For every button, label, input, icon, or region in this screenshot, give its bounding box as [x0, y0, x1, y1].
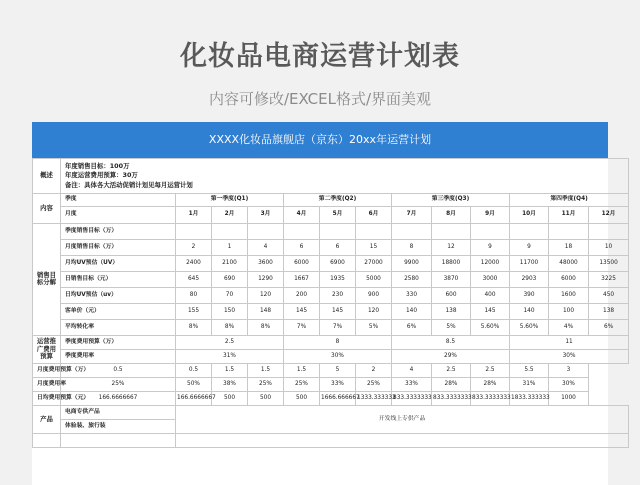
- month-cell: 1935: [320, 271, 356, 287]
- sales-label: 销售目标分解: [33, 223, 61, 335]
- month-cell: 2400: [176, 255, 212, 271]
- month-cell: 1.5: [212, 363, 248, 377]
- content-label: 内容: [33, 193, 61, 223]
- month-cell: 645: [176, 271, 212, 287]
- month-cell: 138: [589, 303, 629, 319]
- month-cell: 150: [212, 303, 248, 319]
- month-cell: 500: [248, 391, 284, 405]
- month-cell: 0.5: [176, 363, 212, 377]
- month-cell: 5%: [356, 319, 392, 335]
- month-header: 3月: [248, 206, 284, 223]
- month-cell: 8%: [212, 319, 248, 335]
- month-cell: 1333.333333: [356, 391, 392, 405]
- month-header: 12月: [589, 206, 629, 223]
- month-cell: 3600: [248, 255, 284, 271]
- month-cell: [471, 223, 510, 239]
- sales-row: [33, 255, 629, 271]
- month-cell: 600: [432, 287, 471, 303]
- month-cell: 6000: [284, 255, 320, 271]
- month-cell: 1600: [549, 287, 589, 303]
- quarter-header: 第二季度(Q2): [284, 193, 392, 206]
- month-cell: 166.6666667: [176, 391, 212, 405]
- row-label: 月度: [61, 206, 176, 223]
- month-cell: 138: [432, 303, 471, 319]
- month-cell: 8%: [176, 319, 212, 335]
- row-label: 客单价（元）: [61, 303, 176, 319]
- month-cell: 5%: [432, 319, 471, 335]
- month-cell: 5000: [356, 271, 392, 287]
- month-cell: 140: [510, 303, 549, 319]
- row-label: 月均UV预估（UV）: [61, 255, 176, 271]
- month-cell: 7%: [320, 319, 356, 335]
- product-value: 开发线上专供产品: [176, 405, 629, 433]
- month-header: 10月: [510, 206, 549, 223]
- quarter-ratio-cell: 31%: [176, 349, 284, 363]
- month-header: 11月: [549, 206, 589, 223]
- month-cell: 9: [510, 239, 549, 255]
- month-header: 8月: [432, 206, 471, 223]
- month-cell: 33%: [320, 377, 356, 391]
- month-cell: 2580: [392, 271, 432, 287]
- blank-cell: [33, 433, 61, 447]
- month-cell: 390: [510, 287, 549, 303]
- month-cell: 166.6666667: [61, 391, 176, 405]
- month-cell: 6: [284, 239, 320, 255]
- month-cell: 833.3333333: [392, 391, 432, 405]
- row-label: 季度销售目标（万）: [61, 223, 176, 239]
- row-label: 季度费用预算（万）: [61, 335, 176, 349]
- overview-content: [61, 159, 629, 194]
- row-label: 月度费用率: [33, 377, 61, 391]
- month-cell: 500: [284, 391, 320, 405]
- month-cell: 4%: [549, 319, 589, 335]
- month-cell: 1000: [549, 391, 589, 405]
- month-cell: 7%: [284, 319, 320, 335]
- row-label: 月度费用预算（万）: [33, 363, 61, 377]
- quarter-header-row: [33, 193, 629, 206]
- month-cell: 0.5: [61, 363, 176, 377]
- row-label: 日均费用预算（元）: [33, 391, 61, 405]
- quarter-budget-cell: 8.5: [392, 335, 510, 349]
- overview-line: 年度销售目标：100万: [65, 162, 130, 170]
- month-cell: 900: [356, 287, 392, 303]
- month-cell: 833.3333333: [432, 391, 471, 405]
- promo-row: [33, 391, 629, 405]
- page-subtitle: 内容可修改/EXCEL格式/界面美观: [208, 90, 432, 108]
- month-cell: 500: [212, 391, 248, 405]
- quarter-budget-row: [33, 335, 629, 349]
- month-cell: [589, 223, 629, 239]
- month-cell: 25%: [248, 377, 284, 391]
- month-cell: [510, 223, 549, 239]
- sales-row: [33, 303, 629, 319]
- sheet-banner: XXXX化妆品旗舰店（京东）20xx年运营计划: [32, 122, 608, 158]
- month-cell: 2100: [212, 255, 248, 271]
- quarter-budget-cell: 2.5: [176, 335, 284, 349]
- overview-line: 年度运营费用预算：30万: [65, 171, 138, 180]
- overview-line: 备注：具体各大活动促销计划见每月运营计划: [65, 180, 193, 189]
- promo-section: [33, 335, 629, 363]
- month-cell: 3870: [432, 271, 471, 287]
- sales-section: [33, 223, 629, 335]
- quarter-ratio-cell: 30%: [510, 349, 629, 363]
- month-cell: 1667: [284, 271, 320, 287]
- overview-row: [33, 159, 629, 194]
- month-cell: 6000: [549, 271, 589, 287]
- quarter-ratio-cell: 29%: [392, 349, 510, 363]
- month-cell: 2.5: [432, 363, 471, 377]
- blank-cell: [176, 433, 629, 447]
- month-cell: 15: [356, 239, 392, 255]
- quarter-ratio-row: [33, 349, 629, 363]
- month-cell: 18: [549, 239, 589, 255]
- row-label: 平均转化率: [61, 319, 176, 335]
- month-cell: 6%: [589, 319, 629, 335]
- month-cell: 145: [471, 303, 510, 319]
- month-cell: 330: [392, 287, 432, 303]
- month-cell: 80: [176, 287, 212, 303]
- month-cell: [392, 223, 432, 239]
- month-cell: 4: [392, 363, 432, 377]
- month-cell: 5: [320, 363, 356, 377]
- month-cell: 27000: [356, 255, 392, 271]
- row-label: 季度费用率: [61, 349, 176, 363]
- month-cell: 5.5: [510, 363, 549, 377]
- month-cell: 31%: [510, 377, 549, 391]
- month-cell: [212, 223, 248, 239]
- month-header: 4月: [284, 206, 320, 223]
- blank-row: [33, 433, 629, 447]
- month-cell: [356, 223, 392, 239]
- spreadsheet: [32, 122, 618, 485]
- row-label: 电商专供产品: [61, 405, 176, 419]
- promo-monthly-section: [33, 363, 629, 405]
- quarter-header: 第三季度(Q3): [392, 193, 510, 206]
- month-cell: 2: [176, 239, 212, 255]
- month-cell: 148: [248, 303, 284, 319]
- row-label: 日销售目标（元）: [61, 271, 176, 287]
- promo-row: [33, 363, 629, 377]
- month-cell: 120: [248, 287, 284, 303]
- product-row: [33, 405, 629, 419]
- sales-row: [33, 287, 629, 303]
- month-cell: 6900: [320, 255, 356, 271]
- row-label: 日均UV预估（uv）: [61, 287, 176, 303]
- month-cell: 230: [320, 287, 356, 303]
- sales-row: [33, 271, 629, 287]
- month-cell: 4: [248, 239, 284, 255]
- quarter-ratio-cell: 30%: [284, 349, 392, 363]
- month-cell: 833.3333333: [471, 391, 510, 405]
- product-section: [33, 405, 629, 447]
- overview-label: 概述: [33, 159, 61, 194]
- month-cell: 13500: [589, 255, 629, 271]
- plan-table: [32, 158, 629, 448]
- month-cell: 70: [212, 287, 248, 303]
- month-cell: [549, 223, 589, 239]
- page-title: 化妆品电商运营计划表: [180, 41, 460, 72]
- month-cell: 12000: [471, 255, 510, 271]
- month-cell: 33%: [392, 377, 432, 391]
- month-cell: 1.5: [284, 363, 320, 377]
- quarter-header: 第一季度(Q1): [176, 193, 284, 206]
- month-cell: 3: [549, 363, 589, 377]
- month-cell: 120: [356, 303, 392, 319]
- month-cell: 3225: [589, 271, 629, 287]
- month-header: 5月: [320, 206, 356, 223]
- month-cell: 1: [212, 239, 248, 255]
- month-cell: 2: [356, 363, 392, 377]
- blank-cell: [61, 433, 176, 447]
- month-cell: 9900: [392, 255, 432, 271]
- row-label: 体验装、旅行装: [61, 419, 176, 433]
- month-cell: 1.5: [248, 363, 284, 377]
- quarter-budget-cell: 11: [510, 335, 629, 349]
- month-cell: 145: [284, 303, 320, 319]
- month-header: 2月: [212, 206, 248, 223]
- month-cell: 25%: [61, 377, 176, 391]
- month-cell: 25%: [284, 377, 320, 391]
- month-cell: 50%: [176, 377, 212, 391]
- month-header: 7月: [392, 206, 432, 223]
- month-header-row: [33, 206, 629, 223]
- month-cell: 30%: [549, 377, 589, 391]
- month-cell: [320, 223, 356, 239]
- month-cell: [248, 223, 284, 239]
- month-cell: 1833.333333: [510, 391, 549, 405]
- month-cell: [176, 223, 212, 239]
- month-header: 1月: [176, 206, 212, 223]
- row-label: 月度销售目标（万）: [61, 239, 176, 255]
- month-cell: 8: [392, 239, 432, 255]
- month-cell: 28%: [432, 377, 471, 391]
- row-label: 季度: [61, 193, 176, 206]
- month-cell: 11700: [510, 255, 549, 271]
- month-cell: 5.60%: [510, 319, 549, 335]
- sales-row: [33, 239, 629, 255]
- month-cell: 38%: [212, 377, 248, 391]
- month-cell: 48000: [549, 255, 589, 271]
- quarter-header: 第四季度(Q4): [510, 193, 629, 206]
- promo-label: 运营推广费用预算: [33, 335, 61, 363]
- month-cell: [432, 223, 471, 239]
- month-cell: 28%: [471, 377, 510, 391]
- product-label: 产品: [33, 405, 61, 433]
- month-header: 9月: [471, 206, 510, 223]
- month-cell: 18800: [432, 255, 471, 271]
- month-cell: 145: [320, 303, 356, 319]
- month-header: 6月: [356, 206, 392, 223]
- month-cell: 10: [589, 239, 629, 255]
- month-cell: 1666.666667: [320, 391, 356, 405]
- month-cell: 400: [471, 287, 510, 303]
- sales-row: [33, 223, 629, 239]
- sales-row: [33, 319, 629, 335]
- month-cell: 200: [284, 287, 320, 303]
- month-cell: 25%: [356, 377, 392, 391]
- month-cell: 8%: [248, 319, 284, 335]
- month-cell: 6: [320, 239, 356, 255]
- month-cell: [284, 223, 320, 239]
- month-cell: 100: [549, 303, 589, 319]
- month-cell: 140: [392, 303, 432, 319]
- month-cell: 6%: [392, 319, 432, 335]
- month-cell: 690: [212, 271, 248, 287]
- month-cell: 5.60%: [471, 319, 510, 335]
- month-cell: 450: [589, 287, 629, 303]
- month-cell: 12: [432, 239, 471, 255]
- month-cell: 155: [176, 303, 212, 319]
- month-cell: 3000: [471, 271, 510, 287]
- month-cell: 9: [471, 239, 510, 255]
- quarter-budget-cell: 8: [284, 335, 392, 349]
- promo-row: [33, 377, 629, 391]
- month-cell: 2903: [510, 271, 549, 287]
- month-cell: 2.5: [471, 363, 510, 377]
- month-cell: 1290: [248, 271, 284, 287]
